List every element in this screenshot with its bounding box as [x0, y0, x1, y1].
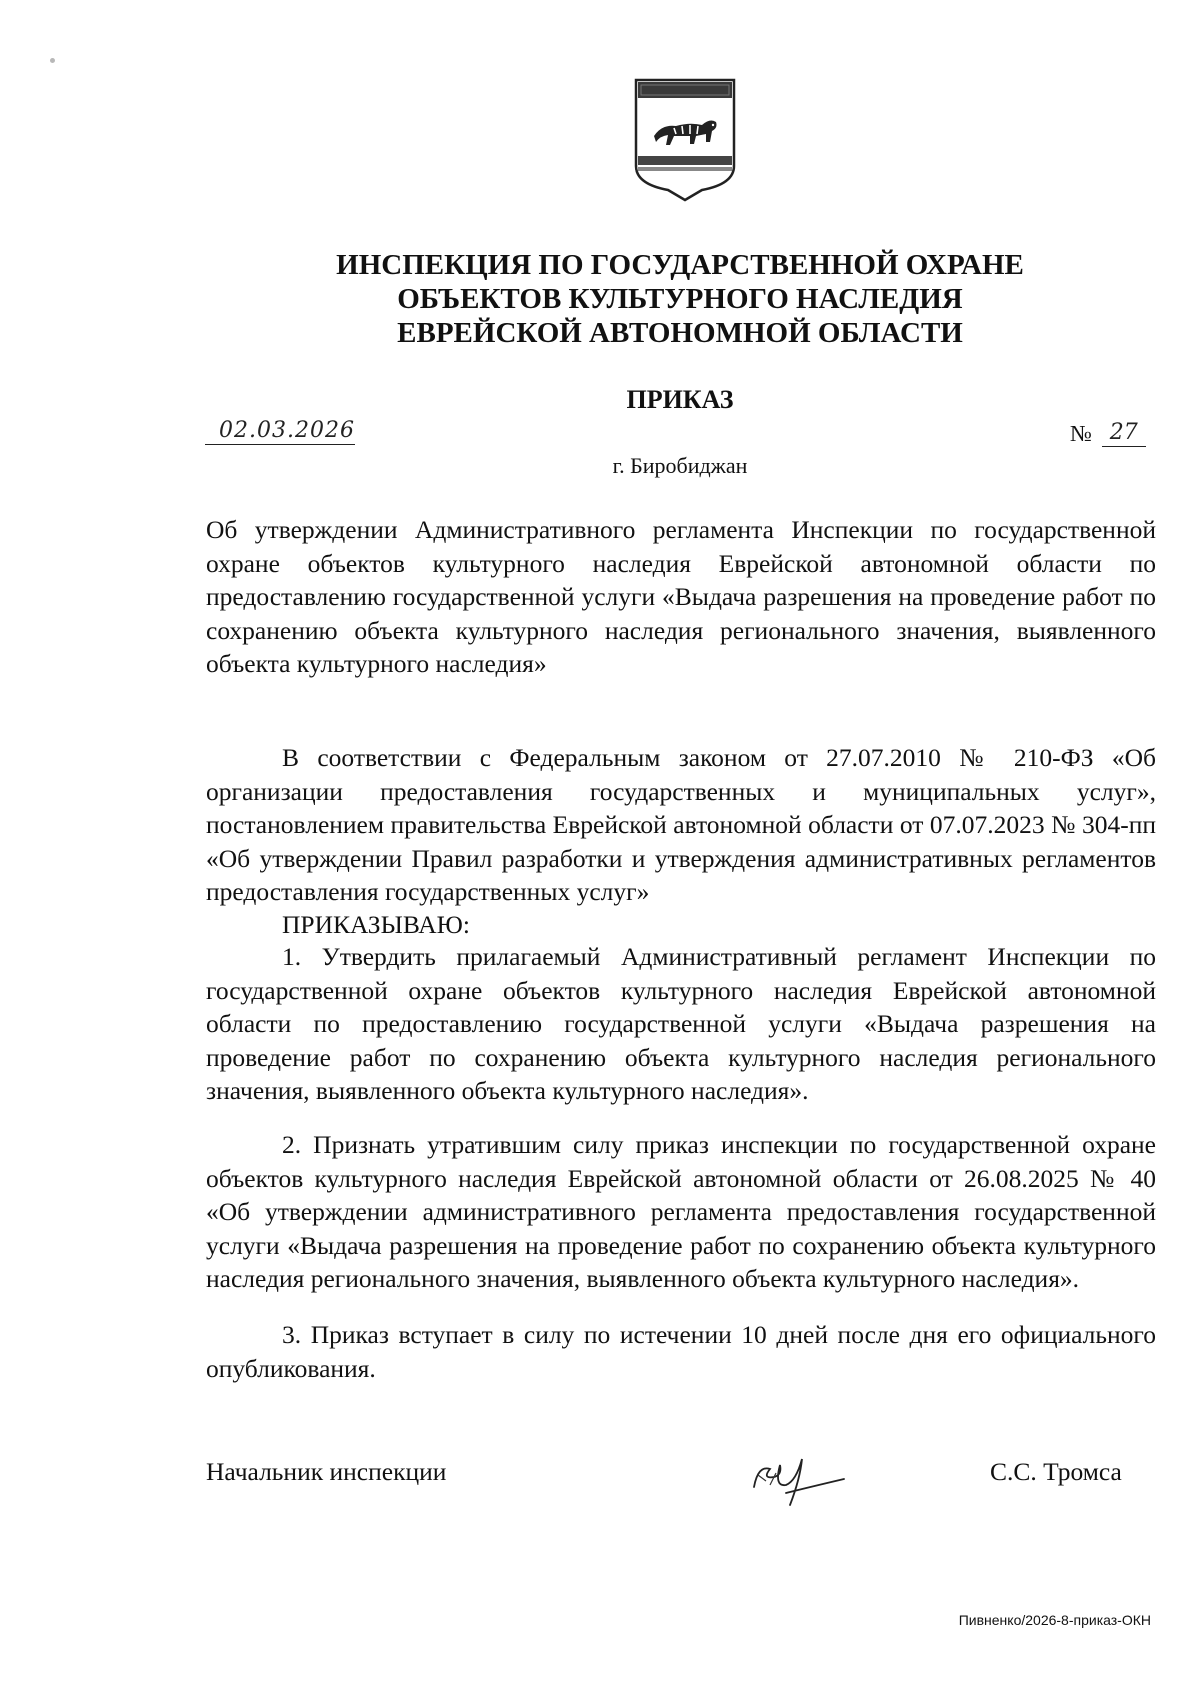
- organization-line: ИНСПЕКЦИЯ ПО ГОСУДАРСТВЕННОЙ ОХРАНЕ: [336, 249, 1024, 281]
- document-date: 02.03.2026: [205, 418, 355, 445]
- organization-line: ЕВРЕЙСКОЙ АВТОНОМНОЙ ОБЛАСТИ: [397, 317, 963, 349]
- organization-line: ОБЪЕКТОВ КУЛЬТУРНОГО НАСЛЕДИЯ: [397, 283, 963, 315]
- document-subject: Об утверждении Административного регламента Инспекции по государственной охране объектов культурного наследия Еврейской автономной области по предоставлению государственной услуги «Выдача разрешения на проведение работ по сохранению объекта культурного наследия регионального значения, выявленного объекта культурного наследия»: [206, 515, 1156, 678]
- order-item-3: 3. Приказ вступает в силу по истечении 10 дней после дня его официального опубликования.: [206, 1320, 1156, 1383]
- coat-of-arms-emblem: [632, 78, 738, 202]
- city: г. Биробиджан: [612, 453, 748, 478]
- preamble-paragraph: В соответствии с Федеральным законом от 27.07.2010 № 210-ФЗ «Об организации предоставления государственных и муниципальных услуг», постановлением правительства Еврейской автономной области от 07.07.2023 № 304-пп «Об утверждении Правил разработки и утверждения административных регламентов предоставления государственных услуг»: [206, 743, 1156, 906]
- order-word: ПРИКАЗЫВАЮ:: [282, 910, 470, 939]
- number-value: 27: [1102, 420, 1146, 447]
- order-item-1: 1. Утвердить прилагаемый Административный регламент Инспекции по государственной охране объектов культурного наследия Еврейской автономной области по предоставлению государственной услуги «Выдача разрешения на проведение работ по сохранению объекта культурного наследия регионального значения, выявленного объекта культурного наследия».: [206, 942, 1156, 1105]
- document-type: ПРИКАЗ: [626, 385, 734, 414]
- scan-speck: [50, 58, 55, 63]
- order-item-2: 2. Признать утратившим силу приказ инспекции по государственной охране объектов культурного наследия Еврейской автономной области от 26.08.2025 № 40 «Об утверждении административного регламента предоставления государственной услуги «Выдача разрешения на проведение работ по сохранению объекта культурного наследия регионального значения, выявленного объекта культурного наследия».: [206, 1130, 1156, 1293]
- signatory-name: С.С. Тромса: [990, 1457, 1122, 1486]
- organization-title: [300, 248, 1060, 350]
- number-label: №: [1070, 421, 1092, 446]
- handwritten-signature: [740, 1435, 860, 1515]
- document-number: [1070, 420, 1146, 447]
- signatory-title: Начальник инспекции: [206, 1457, 447, 1486]
- footer-document-code: Пивненко/2026-8-приказ-ОКН: [958, 1612, 1151, 1628]
